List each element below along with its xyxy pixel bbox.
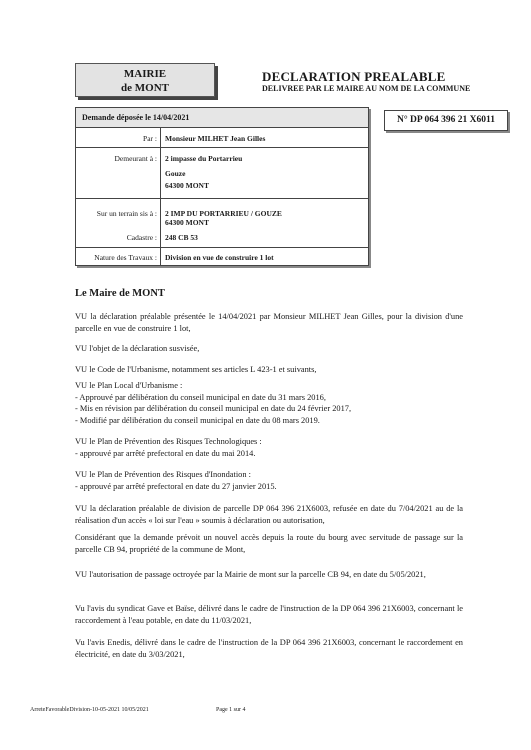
paragraph-plu — [75, 380, 463, 426]
cadastre-value: 248 CB 53 — [165, 233, 198, 242]
paragraph-considerant — [75, 532, 463, 555]
paragraph-text: Considérant que la demande prévoit un nouvel accès depuis la route du bourg avec servitude de passage sur la parcelle CB 94, propriété de la commune de Mont, — [75, 533, 463, 554]
paragraph-text: - Modifié par délibération du conseil municipal en date du 08 mars 2019. — [75, 415, 320, 425]
document-title: DECLARATION PREALABLE — [262, 69, 446, 84]
terrain-line1: 2 IMP DU PORTARRIEU / GOUZE — [165, 209, 282, 218]
paragraph-text: Vu l'avis Enedis, délivré dans le cadre de l'instruction de la DP 064 396 21X6003, concernant le raccordement en électricité, en date du 3/03/2021, — [75, 638, 463, 659]
paragraph-ppri — [75, 469, 463, 492]
paragraph-objet — [75, 343, 463, 355]
paragraph-text: - Approuvé par délibération du conseil municipal en date du 31 mars 2016, — [75, 392, 326, 402]
cadastre-label: Cadastre : — [126, 233, 157, 242]
par-label: Par : — [143, 134, 157, 143]
paragraph-text: - Mis en révision par délibération du conseil municipal en date du 24 février 2017, — [75, 404, 352, 413]
demeurant-label: Demeurant à : — [114, 154, 157, 163]
terrain-line2: 64300 MONT — [165, 218, 209, 227]
demeurant-line1: 2 impasse du Portarrieu — [165, 154, 243, 163]
demeurant-line3: 64300 MONT — [165, 181, 209, 190]
divider — [76, 127, 368, 128]
paragraph-text: VU la déclaration préalable présentée le 14/04/2021 par Monsieur MILHET Jean Gilles, pour la division d'une parcelle en vue de construire 1 lot, — [75, 312, 463, 333]
paragraph-refus — [75, 503, 463, 526]
divider — [76, 147, 368, 148]
demeurant-line2: Gouze — [165, 169, 186, 178]
nature-label: Nature des Travaux : — [94, 253, 157, 262]
paragraph-syndicat — [75, 603, 463, 626]
divider — [76, 247, 368, 248]
footer-page: Page 1 sur 4 — [216, 707, 246, 713]
paragraph-autorisation — [75, 569, 463, 581]
paragraph-enedis — [75, 637, 463, 660]
document-subtitle: DELIVREE PAR LE MAIRE AU NOM DE LA COMMUNE — [262, 84, 471, 93]
paragraph-text: Vu l'avis du syndicat Gave et Baïse, délivré dans le cadre de l'instruction de la DP 064 396 21X6003, concernant le raccordement à l'eau potable, en date du 11/03/2021, — [75, 604, 463, 625]
paragraph-text: - approuvé par arrêté prefectoral en date du 27 janvier 2015. — [75, 481, 277, 491]
dossier-number: N° DP 064 396 21 X6011 — [384, 110, 508, 131]
divider — [76, 198, 368, 199]
mairie-line1: MAIRIE — [123, 68, 167, 80]
mairie-box — [75, 63, 215, 97]
paragraph-text: - approuvé par arrêté prefectoral en date du mai 2014. — [75, 448, 256, 458]
footer-filename: ArreteFavorableDivision-10-05-2021 10/05/2021 — [30, 707, 149, 713]
paragraph-pprt — [75, 436, 463, 459]
paragraph-code — [75, 364, 463, 376]
par-value: Monsieur MILHET Jean Gilles — [165, 134, 266, 143]
terrain-label: Sur un terrain sis à : — [96, 209, 157, 218]
divider — [160, 128, 161, 265]
paragraph-text: VU l'autorisation de passage octroyée par la Mairie de mont sur la parcelle CB 94, en date du 5/05/2021, — [75, 570, 426, 579]
paragraph-text: VU le Code de l'Urbanisme, notamment ses articles L 423-1 et suivants, — [75, 365, 317, 374]
paragraph-text: VU la déclaration préalable de division de parcelle DP 064 396 21X6003, refusée en date du 7/04/2021 au de la réalisation d'un accès « loi sur l'eau » soumis à déclaration ou autorisation, — [75, 504, 463, 525]
dossier-box — [75, 107, 369, 266]
paragraph-text: VU le Plan Local d'Urbanisme : — [75, 381, 183, 390]
demande-date: Demande déposée le 14/04/2021 — [76, 108, 368, 127]
paragraph-declaration — [75, 311, 463, 334]
paragraph-text: VU le Plan de Prévention des Risques d'Inondation : — [75, 470, 251, 479]
nature-value: Division en vue de construire 1 lot — [165, 253, 274, 262]
paragraph-text: VU l'objet de la déclaration susvisée, — [75, 344, 200, 353]
paragraph-text: VU le Plan de Prévention des Risques Technologiques : — [75, 437, 262, 446]
maire-heading: Le Maire de MONT — [75, 288, 165, 299]
mairie-line2: de MONT — [121, 82, 169, 94]
